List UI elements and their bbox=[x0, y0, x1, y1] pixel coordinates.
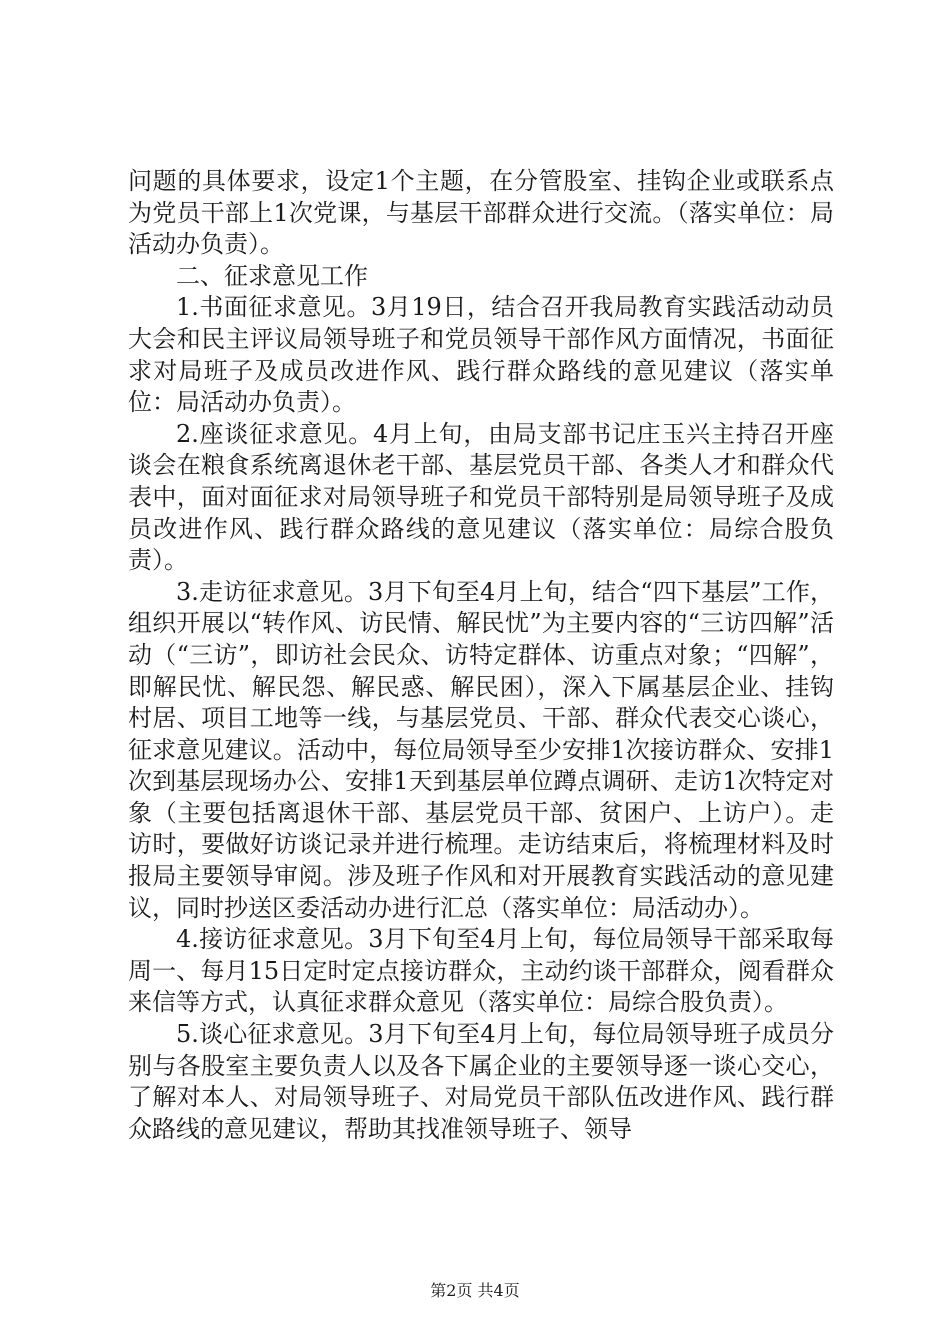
paragraph-forum-feedback: 2.座谈征求意见。4月上旬，由局支部书记庄玉兴主持召开座谈会在粮食系统离退休老干部、基层党员干部、各类人才和群众代表中，面对面征求对局领导班子和党员干部特别是局领导班子及成员改进作风、践行群众路线的意见建议（落实单位：局综合股负责）。 bbox=[128, 419, 834, 575]
paragraph-visit-feedback: 3.走访征求意见。3月下旬至4月上旬，结合“四下基层”工作，组织开展以“转作风、访民情、解民忧”为主要内容的“三访四解”活动（“三访”，即访社会民众、访特定群体、访重点对象；“四解”，即解民忧、解民怨、解民惑、解民困），深入下属基层企业、挂钩村居、项目工地等一线，与基层党员、干部、群众代表交心谈心，征求意见建议。活动中，每位局领导至少安排1次接访群众、安排1次到基层现场办公、安排1天到基层单位蹲点调研、走访1次特定对象（主要包括离退休干部、基层党员干部、贫困户、上访户）。走访时，要做好访谈记录并进行梳理。走访结束后，将梳理材料及时报局主要领导审阅。涉及班子作风和对开展教育实践活动的意见建议，同时抄送区委活动办进行汇总（落实单位：局活动办）。 bbox=[128, 577, 834, 922]
paragraph-written-feedback: 1.书面征求意见。3月19日，结合召开我局教育实践活动动员大会和民主评议局领导班子和党员领导干部作风方面情况，书面征求对局班子及成员改进作风、践行群众路线的意见建议（落实单位：局活动办负责）。 bbox=[128, 293, 834, 417]
paragraph-continuation: 问题的具体要求，设定1个主题，在分管股室、挂钩企业或联系点为党员干部上1次党课，与基层干部群众进行交流。（落实单位：局活动办负责）。 bbox=[128, 167, 834, 259]
paragraph-heart-talk-feedback: 5.谈心征求意见。3月下旬至4月上旬，每位局领导班子成员分别与各股室主要负责人以及各下属企业的主要领导逐一谈心交心，了解对本人、对局领导班子、对局党员干部队伍改进作风、践行群众路线的意见建议，帮助其找准领导班子、领导 bbox=[128, 1020, 834, 1143]
paragraph-reception-feedback: 4.接访征求意见。3月下旬至4月上旬，每位局领导干部采取每周一、每月15日定时定点接访群众，主动约谈干部群众，阅看群众来信等方式，认真征求群众意见（落实单位：局综合股负责）。 bbox=[128, 925, 834, 1017]
body-text bbox=[128, 166, 834, 1145]
section-heading: 二、征求意见工作 bbox=[176, 261, 368, 290]
page-number-footer: 第2页 共4页 bbox=[430, 1281, 520, 1300]
